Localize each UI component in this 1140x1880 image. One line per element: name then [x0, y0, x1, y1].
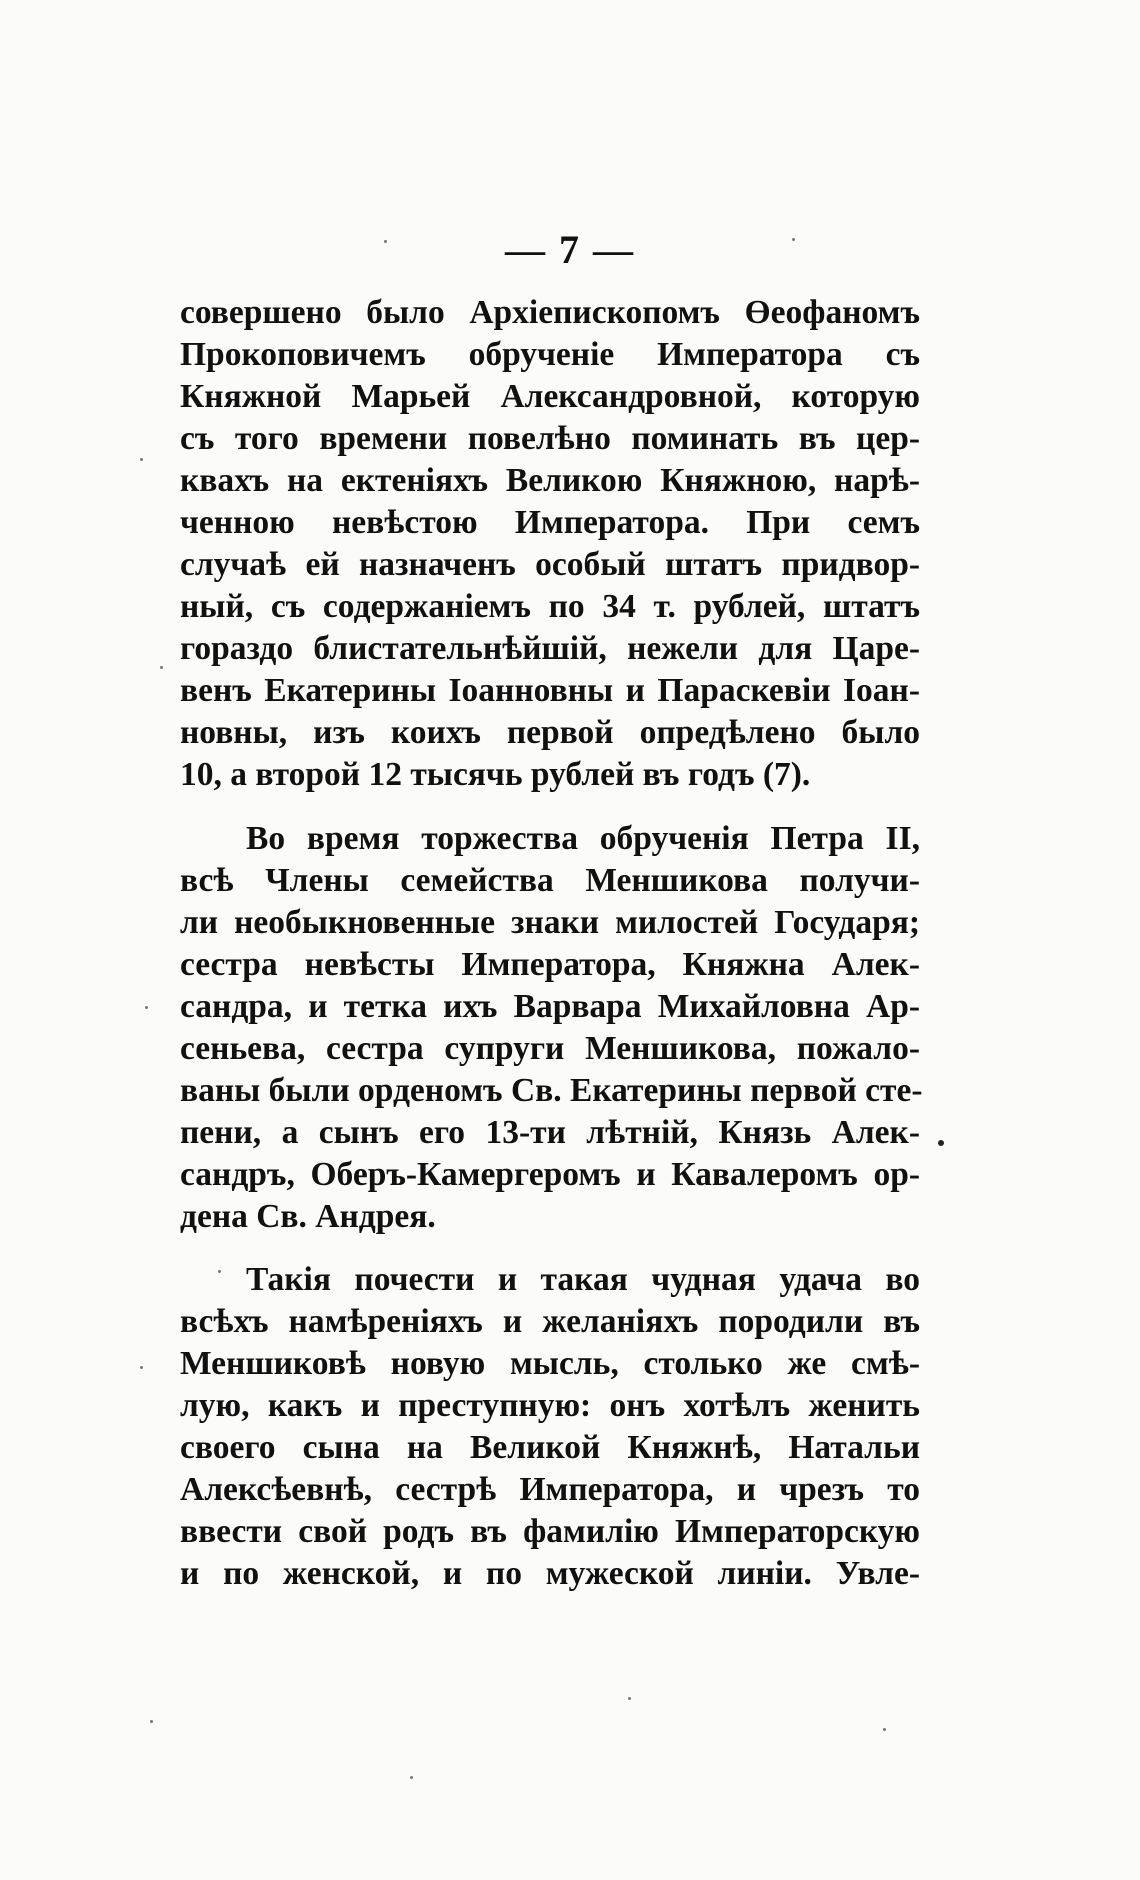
paragraph-2 [180, 818, 923, 1238]
text-line: Прокоповичемъ обрученіе Императора съ [180, 336, 920, 373]
text-line: ли необыкновенные знаки милостей Государя; [180, 904, 920, 941]
text-line: своего сына на Великой Княжнѣ, Натальи [180, 1429, 920, 1466]
text-line: гораздо блистательнѣйшій, нежели для Царе- [180, 630, 920, 667]
paragraph-3 [180, 1259, 920, 1595]
text-line: новны, изъ коихъ первой опредѣлено было [180, 714, 920, 751]
scan-speck [140, 1366, 143, 1369]
text-line: ный, съ содержаніемъ по 34 т. рублей, штатъ [180, 588, 920, 625]
text-line: случаѣ ей назначенъ особый штатъ придвор- [180, 546, 920, 583]
text-line: сеньева, сестра супруги Меншикова, пожало- [180, 1030, 920, 1067]
scan-speck [145, 1006, 148, 1009]
text-line: квахъ на ектеніяхъ Великою Княжною, нарѣ- [180, 462, 920, 499]
text-line: всѣ Члены семейства Меншикова получи- [180, 862, 920, 899]
scan-speck [140, 458, 143, 461]
text-line: ченною невѣстою Императора. При семъ [180, 504, 920, 541]
text-line: сандра, и тетка ихъ Варвара Михайловна Ар- [180, 988, 920, 1025]
text-line: Такія почести и такая чудная удача во [246, 1261, 920, 1298]
scan-speck [218, 1270, 221, 1273]
scan-speck [410, 1776, 413, 1779]
scan-speck [938, 1140, 944, 1146]
text-line: венъ Екатерины Іоанновны и Параскевіи Іоан- [180, 672, 920, 709]
paragraph-1 [180, 292, 920, 796]
text-line: Во время торжества обрученія Петра II, [246, 820, 920, 857]
text-line: дена Св. Андрея. [180, 1198, 436, 1235]
text-line: пени, а сынъ его 13-ти лѣтній, Князь Алек- [180, 1114, 920, 1151]
page-number: — 7 — [505, 227, 635, 272]
text-line: ввести свой родъ въ фамилію Императорскую [180, 1513, 920, 1550]
text-line: Алексѣевнѣ, сестрѣ Императора, и чрезъ то [180, 1471, 920, 1508]
text-line: съ того времени повелѣно поминать въ цер- [180, 420, 920, 457]
scan-speck [883, 1728, 886, 1731]
text-line: Княжной Марьей Александровной, которую [180, 378, 920, 415]
scan-speck [384, 240, 387, 243]
text-line: и по женской, и по мужеской линіи. Увле- [180, 1555, 920, 1592]
text-line: сестра невѣсты Императора, Княжна Алек- [180, 946, 920, 983]
scan-speck [792, 238, 795, 241]
text-line: 10, а второй 12 тысячь рублей въ годъ (7). [180, 756, 811, 793]
scan-speck [150, 1720, 153, 1723]
text-line: всѣхъ намѣреніяхъ и желаніяхъ породили въ [180, 1303, 920, 1340]
text-line: лую, какъ и преступную: онъ хотѣлъ женить [180, 1387, 920, 1424]
scan-speck [628, 1697, 631, 1700]
text-line: совершено было Архіепископомъ Өеофаномъ [180, 294, 920, 331]
scan-speck [160, 666, 163, 669]
text-line: сандръ, Оберъ-Камергеромъ и Кавалеромъ ор- [180, 1156, 920, 1193]
text-line: ваны были орденомъ Св. Екатерины первой сте- [180, 1072, 923, 1109]
text-line: Меншиковѣ новую мысль, столько же смѣ- [180, 1345, 920, 1382]
